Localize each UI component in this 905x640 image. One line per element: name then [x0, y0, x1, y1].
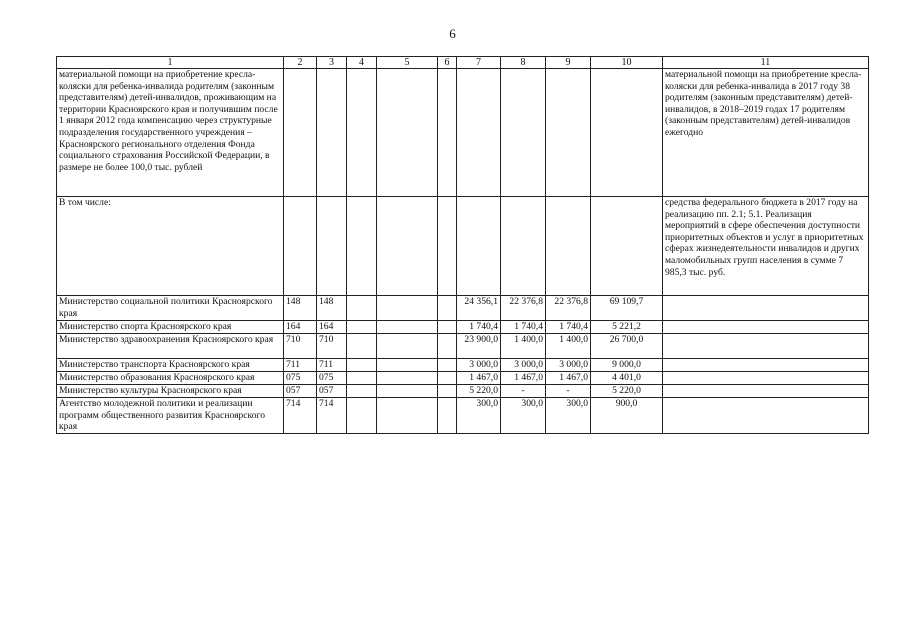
- value-cell: 3 000,0: [546, 359, 591, 372]
- code-cell: 148: [317, 296, 347, 321]
- table-cell: [438, 69, 457, 197]
- header-row: [57, 57, 869, 69]
- table-cell: [377, 359, 438, 372]
- table-row: [57, 385, 869, 398]
- note-cell: [663, 398, 869, 434]
- budget-table: [56, 56, 869, 434]
- table-cell: [438, 385, 457, 398]
- table-cell: [347, 69, 377, 197]
- value-cell: 1 467,0: [501, 372, 546, 385]
- value-cell: -: [546, 385, 591, 398]
- row-label: Министерство спорта Красноярского края: [57, 321, 284, 334]
- value-cell: 3 000,0: [501, 359, 546, 372]
- table-row: [57, 321, 869, 334]
- value-cell: 1 467,0: [546, 372, 591, 385]
- code-cell: [284, 69, 317, 197]
- header-cell: 5: [377, 57, 438, 69]
- note-cell: [663, 334, 869, 359]
- row-label: Министерство культуры Красноярского края: [57, 385, 284, 398]
- table-cell: [347, 398, 377, 434]
- code-cell: 711: [284, 359, 317, 372]
- code-cell: 164: [284, 321, 317, 334]
- table-cell: [377, 398, 438, 434]
- table-cell: [377, 385, 438, 398]
- note-cell: [663, 321, 869, 334]
- note-cell: [663, 385, 869, 398]
- value-cell: 300,0: [546, 398, 591, 434]
- table-row: [57, 372, 869, 385]
- total-cell: 9 000,0: [591, 359, 663, 372]
- value-cell: 1 740,4: [457, 321, 501, 334]
- table-cell: [377, 69, 438, 197]
- note-cell: [663, 296, 869, 321]
- table-cell: [438, 398, 457, 434]
- value-cell: -: [501, 385, 546, 398]
- total-cell: [591, 69, 663, 197]
- value-cell: [546, 197, 591, 296]
- row-label: В том числе:: [57, 197, 284, 296]
- table-cell: [438, 197, 457, 296]
- table-cell: [347, 385, 377, 398]
- table-cell: [347, 372, 377, 385]
- code-cell: 057: [317, 385, 347, 398]
- total-cell: 69 109,7: [591, 296, 663, 321]
- table-row: [57, 398, 869, 434]
- table-cell: [377, 197, 438, 296]
- code-cell: 711: [317, 359, 347, 372]
- value-cell: 24 356,1: [457, 296, 501, 321]
- header-cell: 11: [663, 57, 869, 69]
- value-cell: 23 900,0: [457, 334, 501, 359]
- value-cell: 300,0: [501, 398, 546, 434]
- row-label: Министерство здравоохранения Красноярского края: [57, 334, 284, 359]
- note-cell: [663, 372, 869, 385]
- header-cell: 8: [501, 57, 546, 69]
- value-cell: 1 740,4: [501, 321, 546, 334]
- table-row: [57, 334, 869, 359]
- total-cell: [591, 197, 663, 296]
- value-cell: [546, 69, 591, 197]
- code-cell: 164: [317, 321, 347, 334]
- header-cell: 9: [546, 57, 591, 69]
- code-cell: [317, 197, 347, 296]
- table-cell: [347, 296, 377, 321]
- header-cell: 4: [347, 57, 377, 69]
- header-cell: 7: [457, 57, 501, 69]
- table-cell: [377, 296, 438, 321]
- code-cell: 714: [317, 398, 347, 434]
- code-cell: [317, 69, 347, 197]
- table-cell: [347, 334, 377, 359]
- value-cell: 1 400,0: [501, 334, 546, 359]
- value-cell: 1 467,0: [457, 372, 501, 385]
- value-cell: 22 376,8: [501, 296, 546, 321]
- code-cell: 075: [284, 372, 317, 385]
- table-cell: [347, 321, 377, 334]
- table-cell: [438, 296, 457, 321]
- code-cell: 148: [284, 296, 317, 321]
- header-cell: 3: [317, 57, 347, 69]
- row-label: Министерство образования Красноярского края: [57, 372, 284, 385]
- value-cell: 3 000,0: [457, 359, 501, 372]
- value-cell: [501, 69, 546, 197]
- page-number: 6: [449, 26, 456, 41]
- table-row: [57, 296, 869, 321]
- value-cell: 300,0: [457, 398, 501, 434]
- header-cell: 10: [591, 57, 663, 69]
- value-cell: 1 400,0: [546, 334, 591, 359]
- value-cell: [501, 197, 546, 296]
- header-cell: 2: [284, 57, 317, 69]
- value-cell: 1 740,4: [546, 321, 591, 334]
- row-label: Агентство молодежной политики и реализации программ общественного развития Красноярского края: [57, 398, 284, 434]
- note-cell: средства федерального бюджета в 2017 году на реализацию пп. 2.1; 5.1. Реализация мероприятий в сфере обеспечения доступности приоритетных объектов и услуг в приоритетных сферах жизнедеятельности инвалидов и других маломобильных групп населения в сумме 7 985,3 тыс. руб.: [663, 197, 869, 296]
- table-row: [57, 359, 869, 372]
- code-cell: 714: [284, 398, 317, 434]
- code-cell: 710: [317, 334, 347, 359]
- table-cell: [438, 334, 457, 359]
- header-cell: 6: [438, 57, 457, 69]
- value-cell: [457, 69, 501, 197]
- value-cell: 22 376,8: [546, 296, 591, 321]
- code-cell: 057: [284, 385, 317, 398]
- table-cell: [438, 359, 457, 372]
- value-cell: [457, 197, 501, 296]
- code-cell: 075: [317, 372, 347, 385]
- total-cell: 900,0: [591, 398, 663, 434]
- note-cell: материальной помощи на приобретение кресла-коляски для ребенка-инвалида в 2017 году 38 родителям (законным представителям) детей-инвалидов, в 2018–2019 годах 17 родителям (законным представителям) детей-инвалидов ежегодно: [663, 69, 869, 197]
- code-cell: 710: [284, 334, 317, 359]
- table-row: [57, 197, 869, 296]
- table-cell: [377, 372, 438, 385]
- total-cell: 4 401,0: [591, 372, 663, 385]
- table-cell: [347, 359, 377, 372]
- note-cell: [663, 359, 869, 372]
- table-row: [57, 69, 869, 197]
- row-label: материальной помощи на приобретение кресла-коляски для ребенка-инвалида родителям (законным представителям) детей-инвалидов, проживающим на территории Красноярского края и получившим после 1 января 2012 года компенсацию через структурные подразделения государственного учреждения – Красноярского регионального отделения Фонда социального страхования Российской Федерации, в размере не более 100,0 тыс. рублей: [57, 69, 284, 197]
- table-cell: [377, 334, 438, 359]
- table-cell: [438, 321, 457, 334]
- total-cell: 5 220,0: [591, 385, 663, 398]
- header-cell: 1: [57, 57, 284, 69]
- code-cell: [284, 197, 317, 296]
- table-cell: [377, 321, 438, 334]
- row-label: Министерство социальной политики Красноярского края: [57, 296, 284, 321]
- value-cell: 5 220,0: [457, 385, 501, 398]
- table-cell: [438, 372, 457, 385]
- total-cell: 26 700,0: [591, 334, 663, 359]
- row-label: Министерство транспорта Красноярского края: [57, 359, 284, 372]
- total-cell: 5 221,2: [591, 321, 663, 334]
- table-cell: [347, 197, 377, 296]
